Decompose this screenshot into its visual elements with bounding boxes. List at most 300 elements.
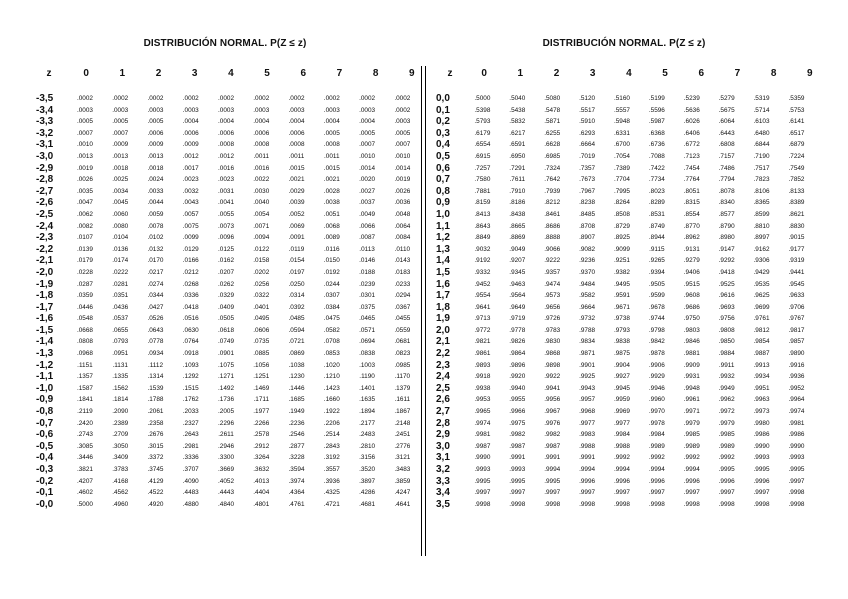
probability-cell: .9972 [718, 408, 735, 416]
probability-cell: .4880 [182, 500, 199, 508]
probability-cell: .0017 [182, 164, 199, 172]
probability-cell: .0217 [147, 268, 164, 276]
probability-cell: .9971 [683, 408, 700, 416]
probability-cell: .9975 [509, 419, 526, 427]
probability-cell: .1736 [218, 396, 234, 404]
probability-cell: .9898 [544, 361, 561, 369]
probability-cell: .4325 [323, 489, 340, 497]
table-row [30, 348, 420, 360]
probability-cell: .0250 [288, 280, 305, 288]
column-header-digit: 1 [517, 68, 524, 79]
probability-cell: .9998 [613, 500, 630, 508]
probability-cell: .7823 [753, 176, 770, 184]
probability-cell: .4286 [359, 489, 376, 497]
row-z-value: 0,3 [436, 127, 450, 139]
probability-cell: .4562 [112, 489, 129, 497]
probability-cell: .0018 [112, 164, 129, 172]
table-row [30, 302, 420, 314]
row-z-value: -1,8 [36, 290, 54, 302]
probability-cell: .0505 [218, 315, 234, 323]
probability-cell: .5080 [544, 95, 561, 102]
table-row [30, 209, 420, 221]
column-header-digit: 4 [228, 68, 234, 79]
probability-cell: .9599 [648, 292, 665, 300]
probability-cell: .0174 [112, 257, 129, 265]
probability-cell: .5557 [613, 106, 630, 114]
row-z-value: -3,3 [36, 116, 54, 128]
probability-cell: .8340 [718, 199, 735, 207]
probability-cell: .0015 [323, 164, 340, 172]
probability-cell: .9986 [753, 431, 770, 439]
probability-cell: .0294 [394, 292, 411, 300]
probability-cell: .2090 [112, 408, 129, 416]
probability-cell: .0007 [394, 141, 411, 149]
table-row [30, 93, 420, 105]
probability-cell: .2119 [77, 408, 93, 416]
probability-cell: .9871 [579, 350, 596, 358]
probability-cell: .0455 [394, 315, 411, 323]
probability-cell: .9998 [579, 500, 596, 508]
probability-cell: .0239 [359, 280, 376, 288]
row-z-value: -0,0 [36, 498, 54, 510]
probability-cell: .9974 [788, 408, 805, 416]
table-row [30, 279, 420, 291]
probability-cell: .9452 [474, 280, 491, 288]
probability-cell: .9997 [753, 489, 770, 497]
probability-cell: .6664 [579, 141, 596, 149]
probability-cell: .2877 [288, 442, 305, 450]
probability-cell: .0008 [218, 141, 234, 149]
probability-cell: .3821 [76, 466, 93, 473]
probability-cell: .9857 [788, 338, 805, 346]
left-probability-table [30, 93, 420, 510]
probability-cell: .9994 [683, 466, 700, 473]
table-row [30, 360, 420, 372]
probability-cell: .9990 [788, 442, 805, 450]
probability-cell: .7704 [613, 176, 630, 184]
probability-cell: .9906 [648, 361, 665, 369]
probability-cell: .0015 [288, 164, 305, 172]
row-z-value: -0,7 [36, 417, 54, 429]
probability-cell: .9994 [648, 466, 665, 473]
probability-cell: .5832 [509, 118, 526, 126]
probability-cell: .9761 [753, 315, 770, 323]
probability-cell: .0075 [182, 222, 199, 230]
probability-cell: .1335 [112, 373, 129, 381]
probability-cell: .0268 [182, 280, 199, 288]
probability-cell: .8133 [788, 187, 805, 195]
row-z-value: -0,1 [36, 487, 54, 499]
probability-cell: .0359 [76, 292, 93, 300]
probability-cell: .0110 [394, 245, 411, 253]
probability-cell: .4681 [359, 500, 376, 508]
probability-cell: .1038 [288, 361, 305, 369]
probability-cell: .0003 [288, 106, 305, 114]
probability-cell: .2676 [147, 431, 164, 439]
probability-cell: .0032 [182, 187, 199, 195]
probability-cell: .0031 [218, 187, 234, 195]
probability-cell: .0985 [394, 361, 411, 369]
probability-cell: .9940 [509, 384, 526, 392]
probability-cell: .9726 [544, 315, 561, 323]
probability-cell: .9992 [718, 454, 735, 462]
probability-cell: .5910 [579, 118, 596, 126]
probability-cell: .0002 [394, 106, 411, 114]
probability-cell: .0038 [323, 199, 340, 207]
probability-cell: .7995 [613, 187, 630, 195]
probability-cell: .9994 [544, 466, 561, 473]
probability-cell: .0655 [112, 326, 129, 334]
probability-cell: .9505 [648, 280, 665, 288]
probability-cell: .0045 [112, 199, 129, 207]
row-z-value: 3,4 [436, 487, 450, 499]
probability-cell: .9991 [579, 454, 596, 462]
row-z-value: -1,5 [36, 324, 54, 336]
probability-cell: .2327 [182, 419, 199, 427]
probability-cell: .0006 [253, 129, 270, 137]
probability-cell: .9968 [579, 408, 596, 416]
probability-cell: .4761 [288, 500, 305, 508]
column-header-z: z [46, 68, 52, 79]
column-header-digit: 0 [83, 68, 89, 79]
probability-cell: .7580 [474, 176, 491, 184]
probability-cell: .7422 [648, 164, 665, 172]
probability-cell: .0668 [76, 326, 93, 334]
probability-cell: .9099 [613, 245, 630, 253]
probability-cell: .7673 [579, 176, 596, 184]
probability-cell: .0043 [182, 199, 199, 207]
probability-cell: .1056 [253, 361, 270, 369]
probability-cell: .8830 [788, 222, 805, 230]
probability-cell: .0003 [323, 106, 340, 114]
probability-cell: .6950 [509, 152, 526, 160]
probability-cell: .0003 [182, 106, 199, 114]
probability-cell: .8849 [474, 234, 491, 242]
probability-cell: .9744 [648, 315, 665, 323]
table-row [30, 255, 420, 267]
table-row [434, 487, 814, 499]
probability-cell: .2810 [359, 442, 376, 450]
probability-cell: .0008 [253, 141, 270, 149]
probability-cell: .9772 [474, 326, 491, 334]
probability-cell: .9996 [683, 477, 700, 485]
table-row [30, 441, 420, 453]
probability-cell: .9949 [718, 384, 735, 392]
probability-cell: .7157 [718, 152, 735, 160]
probability-cell: .9993 [788, 454, 805, 462]
table-separator [421, 66, 422, 556]
probability-cell: .0010 [76, 141, 93, 149]
probability-cell: .8264 [613, 199, 630, 207]
probability-cell: .6628 [544, 141, 561, 149]
probability-cell: .0708 [323, 338, 340, 346]
probability-cell: .0002 [147, 95, 164, 102]
probability-cell: .6808 [718, 141, 735, 149]
probability-cell: .5000 [76, 500, 93, 508]
probability-cell: .9382 [613, 268, 630, 276]
probability-cell: .9997 [718, 489, 735, 497]
table-row [434, 452, 814, 464]
row-z-value: 2,9 [436, 429, 450, 441]
probability-cell: .9985 [718, 431, 735, 439]
probability-cell: .6985 [544, 152, 561, 160]
probability-cell: .9970 [648, 408, 665, 416]
probability-cell: .0048 [394, 210, 411, 218]
row-z-value: -0,5 [36, 440, 54, 452]
probability-cell: .9998 [683, 500, 700, 508]
table-row [30, 371, 420, 383]
column-header-digit: 5 [662, 68, 668, 79]
column-header-digit: 2 [155, 68, 162, 79]
probability-cell: .2296 [218, 419, 234, 427]
probability-cell: .0183 [394, 268, 411, 276]
table-row [30, 290, 420, 302]
probability-cell: .9884 [718, 350, 735, 358]
probability-cell: .0027 [359, 187, 376, 195]
probability-cell: .0281 [112, 280, 129, 288]
probability-cell: .0351 [112, 292, 129, 300]
probability-cell: .9896 [509, 361, 526, 369]
probability-cell: .0041 [218, 199, 234, 207]
probability-cell: .0071 [253, 222, 270, 230]
table-row [434, 348, 814, 360]
probability-cell: .0006 [182, 129, 199, 137]
probability-cell: .8962 [683, 234, 700, 242]
table-row [434, 371, 814, 383]
probability-cell: .9474 [544, 280, 561, 288]
probability-cell: .9995 [788, 466, 805, 473]
probability-cell: .7088 [648, 152, 665, 160]
probability-cell: .9222 [544, 257, 561, 265]
right-header-row [434, 68, 828, 79]
probability-cell: .0336 [182, 292, 199, 300]
probability-cell: .0004 [359, 118, 376, 126]
probability-cell: .0008 [323, 141, 340, 149]
probability-cell: .6179 [474, 129, 491, 137]
probability-cell: .0107 [76, 234, 93, 242]
probability-cell: .0036 [394, 199, 411, 207]
probability-cell: .2709 [112, 431, 129, 439]
probability-cell: .0051 [323, 210, 340, 218]
probability-cell: .7764 [683, 176, 700, 184]
row-z-value: -0,4 [36, 452, 54, 464]
probability-cell: .9948 [683, 384, 700, 392]
probability-cell: .0113 [359, 245, 375, 253]
probability-cell: .3936 [323, 477, 340, 485]
probability-cell: .3520 [359, 466, 376, 473]
probability-cell: .0007 [76, 129, 93, 137]
probability-cell: .0287 [76, 280, 93, 288]
probability-cell: .8389 [788, 199, 805, 207]
probability-cell: .9995 [718, 466, 735, 473]
probability-cell: .5517 [579, 106, 596, 114]
row-z-value: 2,0 [436, 324, 450, 336]
probability-cell: .9995 [509, 477, 526, 485]
table-row [434, 290, 814, 302]
table-row [434, 394, 814, 406]
table-row [434, 476, 814, 488]
probability-cell: .9525 [718, 280, 735, 288]
probability-cell: .1170 [394, 373, 411, 381]
probability-cell: .2389 [112, 419, 129, 427]
probability-cell: .9978 [648, 419, 665, 427]
probability-cell: .3156 [359, 454, 376, 462]
probability-cell: .9812 [753, 326, 770, 334]
probability-cell: .9082 [579, 245, 596, 253]
probability-cell: .0078 [147, 222, 164, 230]
probability-cell: .8554 [683, 210, 700, 218]
probability-cell: .0643 [147, 326, 164, 334]
table-row [30, 151, 420, 163]
probability-cell: .0004 [218, 118, 234, 126]
probability-cell: .5120 [579, 95, 596, 102]
probability-cell: .1379 [394, 384, 411, 392]
table-row [30, 163, 420, 175]
probability-cell: .3192 [323, 454, 340, 462]
probability-cell: .1587 [76, 384, 93, 392]
probability-cell: .0035 [76, 187, 93, 195]
probability-cell: .9998 [788, 500, 805, 508]
table-row [30, 418, 420, 430]
probability-cell: .9969 [613, 408, 630, 416]
probability-cell: .4129 [147, 477, 164, 485]
probability-cell: .0139 [76, 245, 93, 253]
probability-cell: .2206 [323, 419, 340, 427]
probability-cell: .7454 [683, 164, 700, 172]
probability-cell: .9370 [579, 268, 596, 276]
probability-cell: .9982 [509, 431, 526, 439]
probability-cell: .9996 [718, 477, 735, 485]
probability-cell: .0009 [112, 141, 129, 149]
probability-cell: .1401 [359, 384, 376, 392]
probability-cell: .1841 [76, 396, 93, 404]
probability-cell: .6700 [613, 141, 630, 149]
probability-cell: .6844 [753, 141, 770, 149]
probability-cell: .6255 [544, 129, 561, 137]
probability-cell: .3446 [76, 454, 93, 462]
table-row [434, 186, 814, 198]
probability-cell: .9131 [683, 245, 700, 253]
probability-cell: .5438 [509, 106, 526, 114]
probability-cell: .0885 [253, 350, 270, 358]
probability-cell: .9236 [579, 257, 596, 265]
table-row [30, 221, 420, 233]
probability-cell: .1894 [359, 408, 376, 416]
probability-cell: .4960 [112, 500, 129, 508]
probability-cell: .9998 [788, 489, 805, 497]
row-z-value: 1,0 [436, 208, 450, 220]
probability-cell: .8621 [788, 210, 805, 218]
column-header-digit: 4 [626, 68, 632, 79]
probability-cell: .3974 [288, 477, 305, 485]
probability-cell: .7019 [579, 152, 596, 160]
table-row [30, 394, 420, 406]
row-z-value: -1,0 [36, 382, 54, 394]
probability-cell: .9979 [683, 419, 700, 427]
probability-cell: .5398 [474, 106, 491, 114]
probability-cell: .9962 [718, 396, 735, 404]
probability-cell: .1949 [288, 408, 305, 416]
probability-cell: .0013 [112, 152, 129, 160]
probability-cell: .9938 [474, 384, 491, 392]
probability-cell: .9992 [648, 454, 665, 462]
table-row [30, 174, 420, 186]
column-header-digit: 8 [770, 68, 777, 79]
table-row [434, 464, 814, 476]
probability-cell: .9995 [474, 477, 491, 485]
probability-cell: .0367 [394, 303, 411, 311]
probability-cell: .0059 [147, 210, 164, 218]
probability-cell: .0526 [147, 315, 164, 323]
probability-cell: .0026 [394, 187, 411, 195]
probability-cell: .9319 [788, 257, 805, 265]
probability-cell: .1611 [394, 396, 411, 404]
probability-cell: .6026 [683, 118, 700, 126]
table-row [30, 244, 420, 256]
probability-cell: .7291 [509, 164, 526, 172]
probability-cell: .8869 [509, 234, 526, 242]
row-z-value: -0,9 [36, 394, 54, 406]
probability-cell: .0003 [112, 106, 129, 114]
probability-cell: .9941 [544, 384, 561, 392]
row-z-value: 3,2 [436, 464, 450, 475]
probability-cell: .9162 [753, 245, 770, 253]
probability-cell: .4013 [253, 477, 270, 485]
probability-cell: .0262 [218, 280, 234, 288]
row-z-value: 3,5 [436, 498, 450, 510]
probability-cell: .0009 [182, 141, 199, 149]
table-row [434, 279, 814, 291]
table-row [434, 151, 814, 163]
probability-cell: .8485 [579, 210, 596, 218]
probability-cell: .5753 [788, 106, 805, 114]
table-row [30, 429, 420, 441]
probability-cell: .0004 [182, 118, 199, 126]
probability-cell: .9989 [648, 442, 665, 450]
table-row [30, 325, 420, 337]
probability-cell: .9545 [788, 280, 805, 288]
probability-cell: .4840 [218, 500, 234, 508]
probability-cell: .0011 [253, 152, 270, 160]
row-z-value: 0,9 [436, 197, 450, 209]
probability-cell: .9943 [579, 384, 596, 392]
row-z-value: 1,8 [436, 301, 450, 313]
probability-cell: .9641 [474, 303, 491, 311]
probability-cell: .1357 [76, 373, 93, 381]
row-z-value: 2,8 [436, 417, 450, 429]
probability-cell: .0019 [76, 164, 93, 172]
probability-cell: .9977 [579, 419, 596, 427]
probability-cell: .0918 [182, 350, 199, 358]
probability-cell: .8315 [683, 199, 700, 207]
probability-cell: .9345 [509, 268, 526, 276]
probability-cell: .0002 [112, 95, 129, 102]
probability-cell: .0023 [218, 176, 234, 184]
probability-cell: .9864 [509, 350, 526, 358]
table-row [434, 325, 814, 337]
probability-cell: .0559 [394, 326, 411, 334]
probability-cell: .9981 [474, 431, 491, 439]
probability-cell: .0068 [323, 222, 340, 230]
probability-cell: .7852 [788, 176, 805, 184]
probability-cell: .9554 [474, 292, 491, 300]
probability-cell: .9192 [474, 257, 491, 265]
probability-cell: .7939 [544, 187, 561, 195]
probability-cell: .0606 [253, 326, 270, 334]
table-row [434, 244, 814, 256]
column-header-digit: 9 [807, 68, 813, 79]
probability-cell: .4247 [394, 489, 411, 497]
